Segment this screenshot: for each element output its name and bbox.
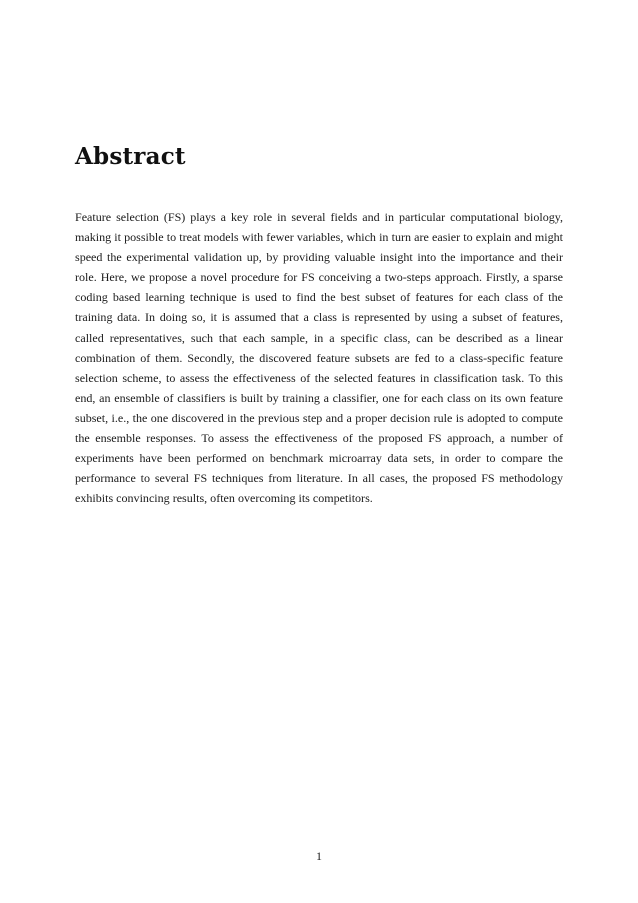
page-number: 1 bbox=[316, 849, 322, 863]
abstract-body: Feature selection (FS) plays a key role in several fields and in particular computational biology, making it possible to treat models with fewer variables, which in turn are easier to explain and might speed the experimental validation up, by providing valuable insight into the importance and their role. Here, we propose a novel procedure for FS conceiving a two-steps approach. Firstly, a sparse coding based learning technique is used to find the best subset of features for each class of the training data. In doing so, it is assumed that a class is represented by using a subset of features, called representatives, such that each sample, in a specific class, can be described as a linear combination of them. Secondly, the discovered feature subsets are fed to a class-specific feature selection scheme, to assess the effectiveness of the selected features in classification task. To this end, an ensemble of classifiers is built by training a classifier, one for each class on its own feature subset, i.e., the one discovered in the previous step and a proper decision rule is adopted to compute the ensemble responses. To assess the effectiveness of the proposed FS approach, a number of experiments have been performed on benchmark microarray data sets, in order to compare the performance to several FS techniques from literature. In all cases, the proposed FS methodology exhibits convincing results, often overcoming its competitors. bbox=[75, 210, 563, 506]
abstract-heading: Abstract bbox=[75, 143, 186, 170]
